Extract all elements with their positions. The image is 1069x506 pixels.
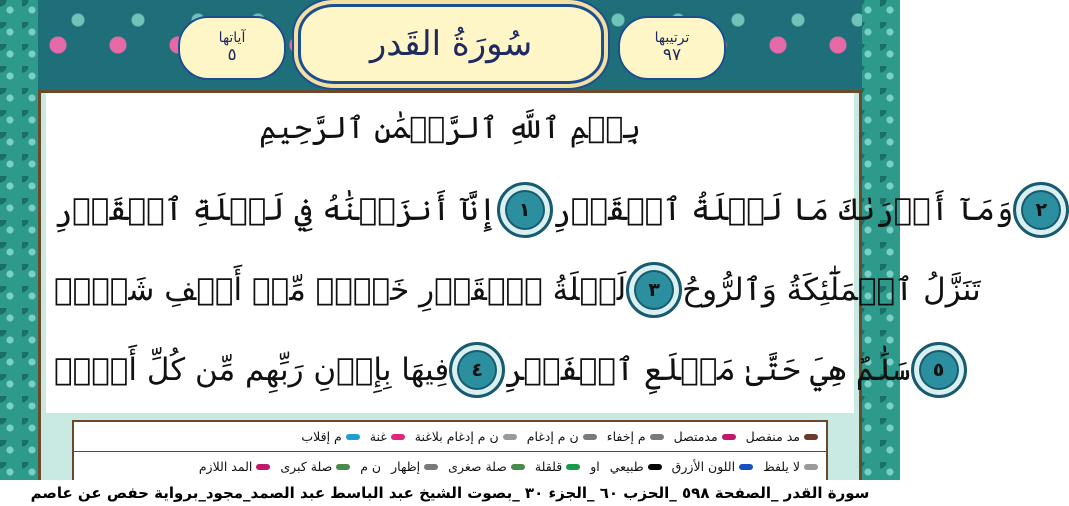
legend-swatch bbox=[804, 434, 818, 440]
legend-swatch bbox=[739, 464, 753, 470]
verses-count-cartouche bbox=[178, 16, 286, 80]
legend-item: صلة كبرى bbox=[280, 459, 350, 474]
legend-item: لا يلفظ bbox=[763, 459, 818, 474]
legend-swatch bbox=[650, 434, 664, 440]
legend-swatch bbox=[424, 464, 438, 470]
legend-swatch bbox=[804, 464, 818, 470]
order-label: ترتيبها bbox=[654, 30, 690, 47]
legend-item: ن م bbox=[360, 459, 382, 474]
legend-swatch bbox=[583, 434, 597, 440]
verse-text: وَمَآ أَدۡرَىٰكَ مَا لَيۡلَةُ ٱلۡقَدۡرِ bbox=[552, 192, 1014, 228]
legend-item: المد اللازم bbox=[199, 459, 271, 474]
legend-item: غنة bbox=[370, 429, 405, 444]
quran-text-panel bbox=[46, 93, 1048, 413]
text-line-3 bbox=[54, 335, 945, 405]
legend-swatch bbox=[346, 434, 360, 440]
ayah-marker: ١ bbox=[497, 182, 553, 238]
legend-row-1 bbox=[74, 422, 826, 452]
legend-item: قلقلة bbox=[535, 459, 580, 474]
surah-order-cartouche bbox=[618, 16, 726, 80]
legend-item: م إقلاب bbox=[301, 429, 359, 444]
legend-item: طبيعي bbox=[610, 459, 662, 474]
order-number: ٩٧ bbox=[662, 45, 682, 66]
verses-number: ٥ bbox=[227, 45, 237, 66]
legend-swatch bbox=[566, 464, 580, 470]
legend-item: اللون الأزرق bbox=[672, 459, 753, 474]
legend-swatch bbox=[503, 434, 517, 440]
legend-item: او bbox=[590, 459, 600, 474]
legend-item: صلة صغرى bbox=[448, 459, 525, 474]
ayah-marker: ٤ bbox=[449, 342, 505, 398]
legend-swatch bbox=[336, 464, 350, 470]
legend-swatch bbox=[256, 464, 270, 470]
legend-item: ن م إدغام bbox=[527, 429, 597, 444]
ayah-marker: ٥ bbox=[911, 342, 967, 398]
legend-swatch bbox=[648, 464, 662, 470]
ayah-marker: ٢ bbox=[1013, 182, 1069, 238]
ayah-marker: ٣ bbox=[626, 262, 682, 318]
video-caption: سورة القدر _الصفحة ٥٩٨ _الحزب ٦٠ _الجزء ٣٠ _بصوت الشيخ عبد الباسط عبد الصمد_مجود_برواية حفص عن عاصم bbox=[0, 480, 900, 506]
text-line-2 bbox=[54, 255, 981, 325]
tajweed-legend bbox=[72, 420, 828, 482]
legend-swatch bbox=[722, 434, 736, 440]
text-line-1 bbox=[54, 175, 1048, 245]
legend-item: إظهار bbox=[391, 459, 438, 474]
verses-label: آياتها bbox=[218, 30, 246, 47]
legend-swatch bbox=[511, 464, 525, 470]
verse-text: لَيۡلَةُ ٱلۡقَدۡرِ خَيۡرٞ مِّنۡ أَلۡفِ شَهۡرٖ bbox=[54, 272, 627, 308]
legend-item: م إخفاء bbox=[607, 429, 664, 444]
verse-text: فِيهَا بِإِذۡنِ رَبِّهِم مِّن كُلِّ أَمۡرٖ bbox=[54, 352, 450, 388]
legend-swatch bbox=[391, 434, 405, 440]
legend-item: مدمتصل bbox=[674, 429, 736, 444]
legend-row-2 bbox=[74, 452, 826, 481]
legend-item: مد منفصل bbox=[746, 429, 818, 444]
surah-title-cartouche bbox=[298, 4, 604, 84]
legend-item: ن م إدغام بلاغنة bbox=[415, 429, 517, 444]
verse-text: تَنَزَّلُ ٱلۡمَلَٰٓئِكَةُ وَٱلرُّوحُ bbox=[682, 272, 981, 308]
basmala: بِسۡمِ ٱللَّهِ ٱلرَّحۡمَٰنِ ٱلرَّحِيمِ bbox=[259, 111, 641, 146]
surah-header bbox=[38, 0, 862, 93]
verse-text: سَلَٰمٌ هِيَ حَتَّىٰ مَطۡلَعِ ٱلۡفَجۡرِ bbox=[505, 352, 911, 388]
verse-text: إِنَّآ أَنزَلۡنَٰهُ فِي لَيۡلَةِ ٱلۡقَدۡرِ bbox=[54, 192, 497, 228]
surah-title: سُورَةُ القَدر bbox=[369, 24, 533, 64]
